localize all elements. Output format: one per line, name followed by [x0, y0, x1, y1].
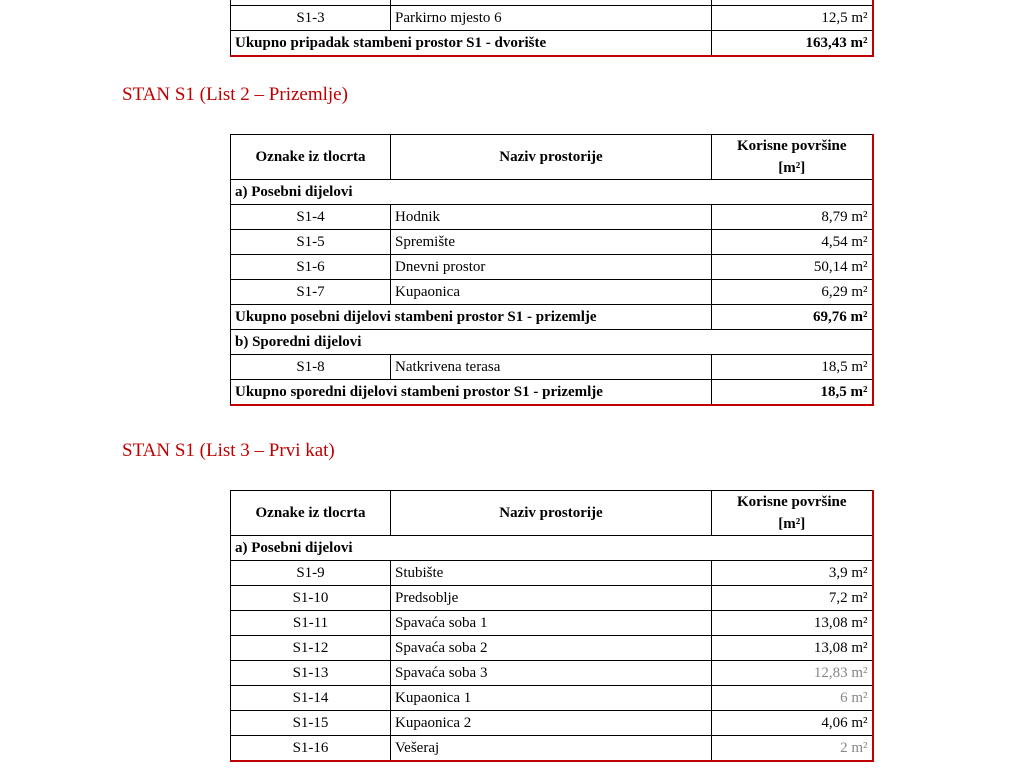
- header-povrsina: [712, 491, 873, 536]
- table-row: [231, 355, 873, 380]
- cell-oznaka: S1-9: [231, 561, 391, 586]
- group-header-row: [231, 536, 873, 561]
- table-total-row: [231, 305, 873, 330]
- header-naziv: Naziv prostorije: [391, 491, 712, 536]
- section-title-prizemlje: STAN S1 (List 2 – Prizemlje): [122, 84, 348, 105]
- total-label: Ukupno posebni dijelovi stambeni prostor S1 - prizemlje: [231, 305, 712, 330]
- total-label: Ukupno sporedni dijelovi stambeni prostor S1 - prizemlje: [231, 380, 712, 406]
- cell-oznaka: S1-6: [231, 255, 391, 280]
- group-label: a) Posebni dijelovi: [231, 180, 873, 205]
- cell-naziv: Spavaća soba 1: [391, 611, 712, 636]
- header-povrsina: [712, 135, 873, 180]
- group-header-row: [231, 180, 873, 205]
- group-label: b) Sporedni dijelovi: [231, 330, 873, 355]
- table-row: [231, 230, 873, 255]
- table-prizemlje: [230, 134, 874, 406]
- table-row: [231, 255, 873, 280]
- total-value: 163,43 m²: [712, 31, 873, 57]
- group-header-row: [231, 330, 873, 355]
- cell-povrsina: 13,08 m²: [712, 611, 873, 636]
- cell-oznaka: S1-16: [231, 736, 391, 762]
- table-row: [231, 6, 873, 31]
- cell-oznaka: S1-8: [231, 355, 391, 380]
- cell-povrsina: 3,9 m²: [712, 561, 873, 586]
- cell-povrsina: 13,08 m²: [712, 636, 873, 661]
- header-povrsina-line1: Korisne površine: [736, 138, 847, 154]
- table-row: [231, 586, 873, 611]
- cell-povrsina: 2 m²: [712, 736, 873, 762]
- group-label: a) Posebni dijelovi: [231, 536, 873, 561]
- cell-naziv: Parkirno mjesto 6: [391, 6, 712, 31]
- table-prvi-kat: [230, 490, 874, 762]
- header-povrsina-unit: [m²]: [778, 160, 806, 176]
- cell-oznaka: S1-11: [231, 611, 391, 636]
- cell-povrsina: 7,2 m²: [712, 586, 873, 611]
- table-row: [231, 636, 873, 661]
- total-label: Ukupno pripadak stambeni prostor S1 - dvorište: [231, 31, 712, 57]
- cell-naziv: Spremište: [391, 230, 712, 255]
- table-header-row: [231, 135, 873, 180]
- header-naziv: Naziv prostorije: [391, 135, 712, 180]
- table-total-row: [231, 31, 873, 57]
- cell-povrsina: 8,79 m²: [712, 205, 873, 230]
- table-row: [231, 661, 873, 686]
- table-total-row: [231, 380, 873, 406]
- cell-oznaka: S1-14: [231, 686, 391, 711]
- header-povrsina-line1: Korisne površine: [736, 494, 847, 510]
- cell-povrsina: 50,14 m²: [712, 255, 873, 280]
- cell-povrsina: 4,54 m²: [712, 230, 873, 255]
- total-value: 69,76 m²: [712, 305, 873, 330]
- cell-povrsina: 18,5 m²: [712, 355, 873, 380]
- section-title-prvi-kat: STAN S1 (List 3 – Prvi kat): [122, 440, 335, 461]
- cell-oznaka: S1-4: [231, 205, 391, 230]
- cell-oznaka: S1-10: [231, 586, 391, 611]
- cell-naziv: Kupaonica: [391, 280, 712, 305]
- table-row: [231, 736, 873, 762]
- header-oznaka: Oznake iz tlocrta: [231, 491, 391, 536]
- table-row: [231, 205, 873, 230]
- cell-oznaka: S1-3: [231, 6, 391, 31]
- cell-oznaka: S1-5: [231, 230, 391, 255]
- table-header-row: [231, 491, 873, 536]
- cell-naziv: Hodnik: [391, 205, 712, 230]
- table-row: [231, 711, 873, 736]
- cell-povrsina: 4,06 m²: [712, 711, 873, 736]
- table-row: [231, 561, 873, 586]
- table-row: [231, 280, 873, 305]
- cell-naziv: Stubište: [391, 561, 712, 586]
- cell-povrsina: 6,29 m²: [712, 280, 873, 305]
- cell-oznaka: S1-15: [231, 711, 391, 736]
- header-oznaka: Oznake iz tlocrta: [231, 135, 391, 180]
- cell-oznaka: S1-7: [231, 280, 391, 305]
- cell-naziv: Predsoblje: [391, 586, 712, 611]
- total-value: 18,5 m²: [712, 380, 873, 406]
- cell-naziv: Kupaonica 1: [391, 686, 712, 711]
- cell-povrsina: 12,83 m²: [712, 661, 873, 686]
- table-dvoriste-partial: [230, 0, 874, 57]
- cell-povrsina: 6 m²: [712, 686, 873, 711]
- cell-oznaka: S1-12: [231, 636, 391, 661]
- cell-naziv: Kupaonica 2: [391, 711, 712, 736]
- table-row: [231, 686, 873, 711]
- header-povrsina-unit: [m²]: [778, 516, 806, 532]
- cell-naziv: Natkrivena terasa: [391, 355, 712, 380]
- cell-naziv: Spavaća soba 3: [391, 661, 712, 686]
- cell-naziv: Vešeraj: [391, 736, 712, 762]
- table-row: [231, 611, 873, 636]
- cell-oznaka: S1-13: [231, 661, 391, 686]
- cell-naziv: Spavaća soba 2: [391, 636, 712, 661]
- cell-naziv: Dnevni prostor: [391, 255, 712, 280]
- cell-povrsina: 12,5 m²: [712, 6, 873, 31]
